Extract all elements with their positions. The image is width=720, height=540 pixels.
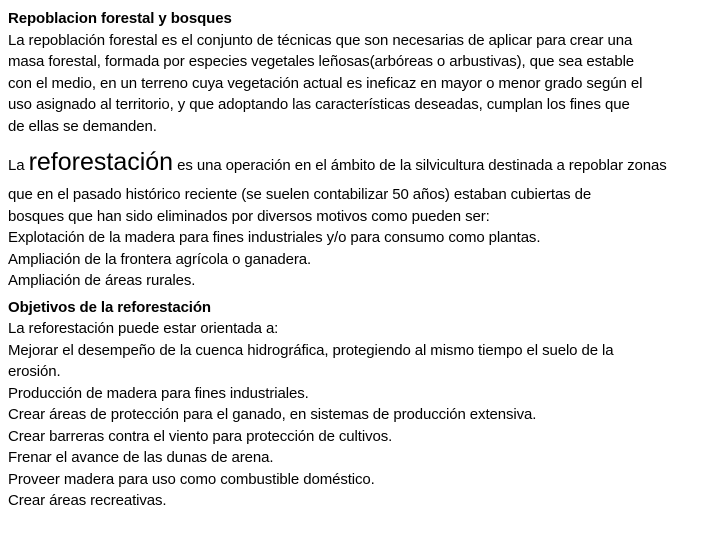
text-line: con el medio, en un terreno cuya vegetación actual es ineficaz en mayor o menor grado según el [8,74,643,92]
text-line: Frenar el avance de las dunas de arena. [8,449,274,466]
section-title: Repoblacion forestal y bosques [8,10,232,27]
text-line: Ampliación de áreas rurales. [8,272,196,289]
text-line: Explotación de la madera para fines industriales y/o para consumo como plantas. [8,229,541,246]
objetivos-paragraph [8,297,714,512]
text-line: Producción de madera para fines industriales. [8,384,309,402]
text-line: Mejorar el desempeño de la cuenca hidrográfica, protegiendo al mismo tiempo el suelo de la [8,341,614,359]
text-line: uso asignado al territorio, y que adoptando las características deseadas, cumplan los fines que [8,96,630,113]
text-line: Proveer madera para uso como combustible doméstico. [8,470,375,488]
text-line: de ellas se demanden. [8,117,157,135]
text-line: Ampliación de la frontera agrícola o ganadera. [8,250,312,268]
text-line: que en el pasado histórico reciente (se suelen contabilizar 50 años) estaban cubiertas de [8,186,592,203]
text-line: masa forestal, formada por especies vegetales leñosas(arbóreas o arbustivas), que sea estable [8,53,635,70]
text-continuation: es una operación en el ámbito de la silvicultura destinada a repoblar zonas [173,157,667,174]
text-line: Crear áreas de protección para el ganado, en sistemas de producción extensiva. [8,406,537,423]
text-line: Crear barreras contra el viento para protección de cultivos. [8,427,393,445]
text-line [8,148,714,184]
text-line: Crear áreas recreativas. [8,492,167,509]
document-page [8,8,714,512]
reforestacion-paragraph [8,148,714,292]
keyword-reforestacion: reforestación [28,148,174,176]
text-line: bosques que han sido eliminados por diversos motivos como pueden ser: [8,207,490,225]
section-title: Objetivos de la reforestación [8,298,211,316]
text-line: La reforestación puede estar orientada a: [8,320,279,337]
repoblacion-paragraph [8,8,714,137]
text-line: La repoblación forestal es el conjunto de técnicas que son necesarias de aplicar para crear una [8,31,633,49]
text-prefix: La [8,157,29,174]
text-line: erosión. [8,363,61,380]
